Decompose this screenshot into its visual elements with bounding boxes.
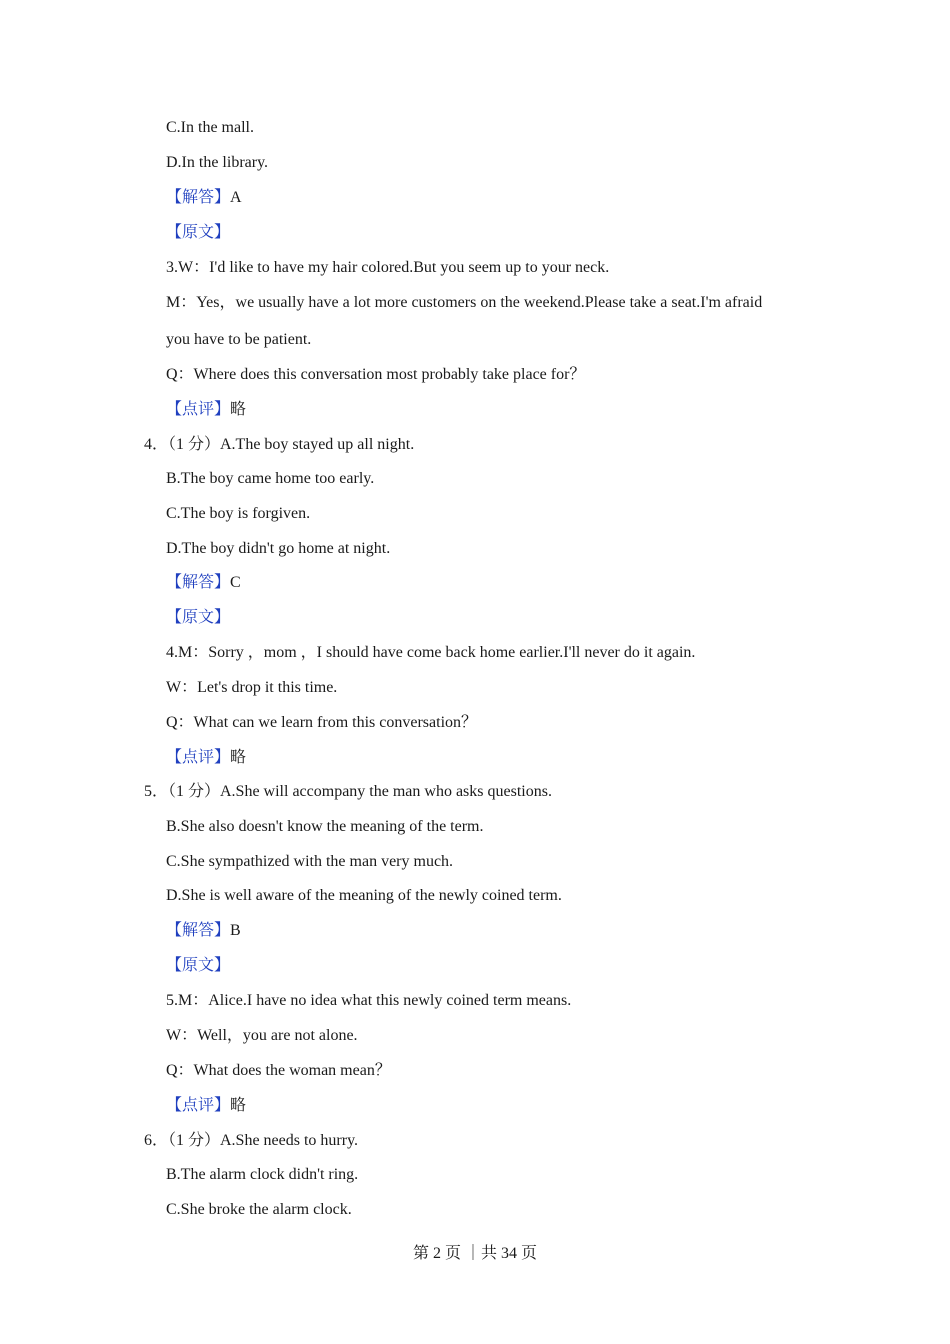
- transcript-line: M：Yes，we usually have a lot more customers on the weekend.Please take a seat.I'm afraid: [166, 294, 763, 311]
- option-b-q5: B.She also doesn't know the meaning of the term.: [166, 818, 484, 835]
- answer-q3: 【解答】A: [166, 189, 242, 206]
- page-footer: 第 2 页 ｜共 34 页: [412, 1245, 537, 1262]
- option-c-q4: C.The boy is forgiven.: [166, 505, 311, 522]
- option-b-q6: B.The alarm clock didn't ring.: [166, 1166, 359, 1183]
- transcript-line: W：Let's drop it this time.: [166, 679, 338, 696]
- transcript-line: 5.M：Alice.I have no idea what this newly coined term means.: [166, 992, 572, 1009]
- comment-q5: 【点评】略: [166, 1097, 247, 1114]
- answer-q4: 【解答】C: [166, 574, 241, 591]
- transcript-question: Q：What can we learn from this conversation？: [166, 714, 478, 731]
- option-c-q3: C.In the mall.: [166, 119, 254, 136]
- transcript-line: 4.M：Sorry ，mom ，I should have come back home earlier.I'll never do it again.: [166, 644, 696, 661]
- option-c-q5: C.She sympathized with the man very much.: [166, 853, 454, 870]
- answer-q5: 【解答】B: [166, 922, 241, 939]
- question-4: 4．（1 分）A.The boy stayed up all night.: [144, 436, 415, 453]
- transcript-line: W：Well，you are not alone.: [166, 1027, 358, 1044]
- comment-q3: 【点评】略: [166, 401, 247, 418]
- option-d-q5: D.She is well aware of the meaning of the newly coined term.: [166, 887, 562, 904]
- transcript-line: 3.W：I'd like to have my hair colored.But you seem up to your neck.: [166, 259, 610, 276]
- option-d-q4: D.The boy didn't go home at night.: [166, 540, 391, 557]
- option-c-q6: C.She broke the alarm clock.: [166, 1201, 352, 1218]
- transcript-line: you have to be patient.: [166, 331, 312, 348]
- comment-q4: 【点评】略: [166, 749, 247, 766]
- transcript-question: Q：Where does this conversation most probably take place for？: [166, 366, 586, 383]
- original-text-label-q4: 【原文】: [166, 609, 231, 626]
- original-text-label-q3: 【原文】: [166, 224, 231, 241]
- question-5: 5．（1 分）A.She will accompany the man who asks questions.: [144, 783, 552, 800]
- question-6: 6．（1 分）A.She needs to hurry.: [144, 1132, 359, 1149]
- transcript-question: Q：What does the woman mean？: [166, 1062, 391, 1079]
- option-b-q4: B.The boy came home too early.: [166, 470, 375, 487]
- option-d-q3: D.In the library.: [166, 154, 269, 171]
- original-text-label-q5: 【原文】: [166, 957, 231, 974]
